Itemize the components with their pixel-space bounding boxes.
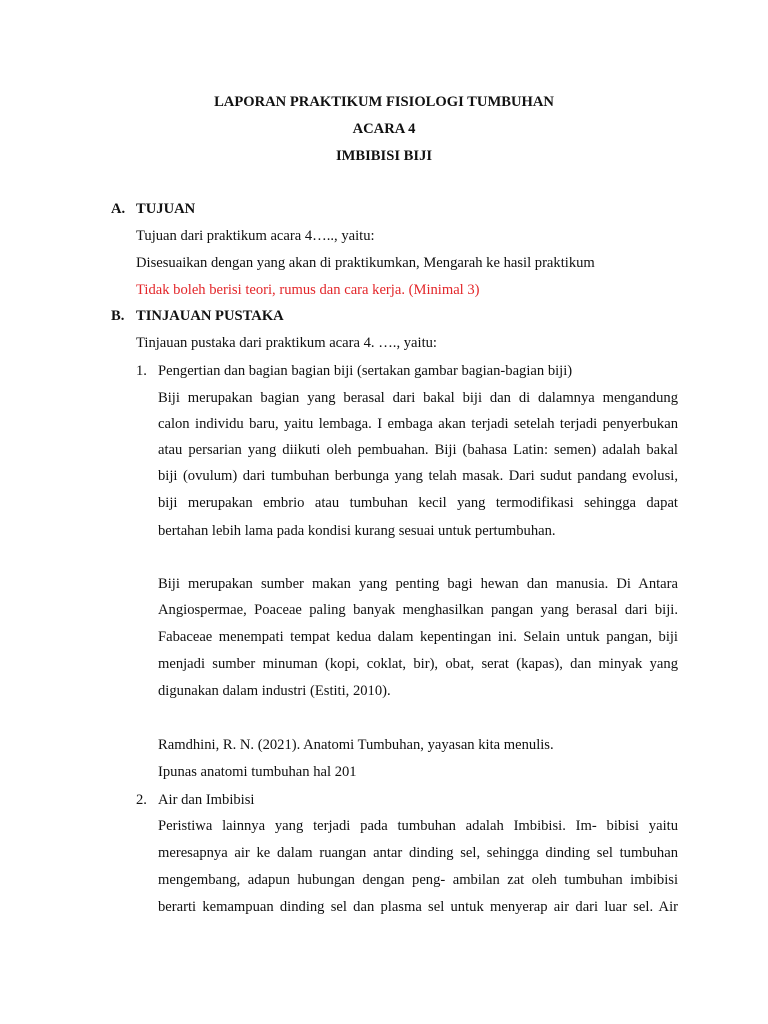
- paragraph-line: menjadi sumber minuman (kopi, coklat, bir), obat, serat (kapas), dan minyak yang: [158, 656, 678, 672]
- paragraph-line: Biji merupakan sumber makan yang penting bagi hewan dan manusia. Di Antara: [158, 576, 678, 592]
- paragraph-line: biji (ovulum) dari tumbuhan berbunga yang telah masak. Dari sudut pandang evolusi,: [158, 468, 678, 484]
- paragraph-line: Fabaceae menempati tempat kedua dalam kepentingan ini. Selain untuk pangan, biji: [158, 629, 678, 645]
- section-a-line: Disesuaikan dengan yang akan di praktikumkan, Mengarah ke hasil praktikum: [136, 255, 595, 271]
- paragraph-line: meresapnya air ke dalam ruangan antar dinding sel, sehingga dinding sel tumbuhan: [158, 845, 678, 861]
- paragraph-line: mengembang, adapun hubungan dengan peng- ambilan zat oleh tumbuhan imbibisi: [158, 872, 678, 888]
- reference-line: Ramdhini, R. N. (2021). Anatomi Tumbuhan, yayasan kita menulis.: [158, 737, 554, 753]
- item-number: 2.: [136, 792, 147, 808]
- paragraph-line: atau persarian yang diikuti oleh pembuahan. Biji (bahasa Latin: semen) adalah bakal: [158, 442, 678, 458]
- reference-line: Ipunas anatomi tumbuhan hal 201: [158, 764, 357, 780]
- item-number: 1.: [136, 363, 147, 379]
- paragraph-line: calon individu baru, yaitu lembaga. I embaga akan terjadi setelah terjadi penyerbukan: [158, 416, 678, 432]
- paragraph-line: digunakan dalam industri (Estiti, 2010).: [158, 683, 391, 699]
- paragraph-line: Angiospermae, Poaceae paling banyak menghasilkan pangan yang berasal dari biji.: [158, 602, 678, 618]
- report-title: LAPORAN PRAKTIKUM FISIOLOGI TUMBUHAN: [214, 94, 554, 110]
- paragraph-line: Peristiwa lainnya yang terjadi pada tumbuhan adalah Imbibisi. Im- bibisi yaitu: [158, 818, 678, 834]
- paragraph-line: bertahan lebih lama pada kondisi kurang sesuai untuk pertumbuhan.: [158, 523, 556, 539]
- report-subtitle: IMBIBISI BIJI: [335, 148, 433, 164]
- section-b-marker: B.: [111, 308, 125, 324]
- section-b-heading: TINJAUAN PUSTAKA: [136, 308, 284, 324]
- section-a-heading: TUJUAN: [136, 201, 196, 217]
- paragraph-line: Biji merupakan bagian yang berasal dari bakal biji dan di dalamnya mengandung: [158, 390, 678, 406]
- paragraph-line: berarti kemampuan dinding sel dan plasma sel untuk menyerap air dari luar sel. Air: [158, 899, 678, 915]
- item-title: Air dan Imbibisi: [158, 792, 255, 808]
- section-a-line: Tujuan dari praktikum acara 4….., yaitu:: [136, 228, 375, 244]
- section-b-intro: Tinjauan pustaka dari praktikum acara 4. …., yaitu:: [136, 335, 437, 351]
- item-title: Pengertian dan bagian bagian biji (sertakan gambar bagian-bagian biji): [158, 363, 573, 379]
- paragraph-line: biji merupakan embrio atau tumbuhan kecil yang termodifikasi sehingga dapat: [158, 495, 678, 511]
- section-a-note: Tidak boleh berisi teori, rumus dan cara kerja. (Minimal 3): [136, 282, 480, 298]
- report-acara: ACARA 4: [352, 121, 416, 137]
- section-a-marker: A.: [111, 201, 126, 217]
